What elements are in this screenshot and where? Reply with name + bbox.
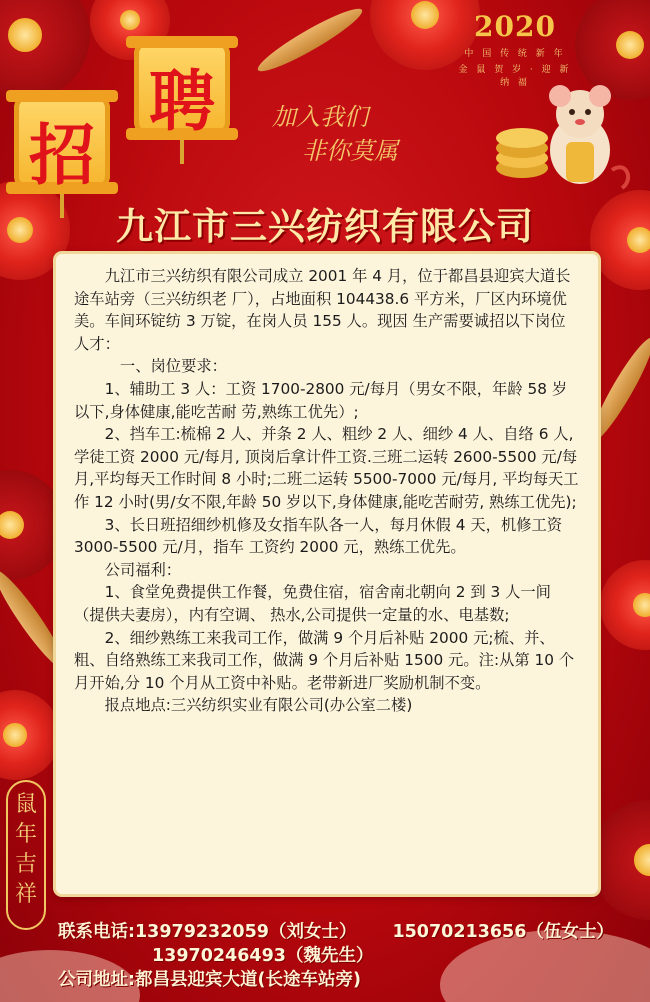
job-item-1: 1、辅助工 3 人：工资 1700-2800 元/每月（男女不限，年龄 58 岁以下,身体健康,能吃苦耐 劳,熟练工优先）; (74, 379, 568, 421)
slogan (272, 100, 462, 168)
phone-1: 13979232059（刘女士） (135, 922, 357, 942)
contact-phone-row-2 (58, 944, 614, 968)
lantern-char-pin: 聘 (149, 62, 215, 140)
slogan-line-2: 非你莫属 (302, 137, 398, 165)
flower-decoration (0, 0, 90, 100)
phone-label: 联系电话: (58, 922, 135, 942)
year-subline-1: 中 国 传 统 新 年 (464, 49, 566, 59)
rat-mascot-icon (492, 80, 642, 200)
report-location: 报点地点:三兴纺织实业有限公司(办公室二楼) (104, 696, 413, 715)
contact-address-row (58, 968, 614, 992)
contact-block (58, 920, 614, 992)
section-job-requirements: 一、岗位要求： (119, 357, 227, 376)
benefit-item-1: 1、食堂免费提供工作餐，免费住宿，宿舍南北朝向 2 到 3 人一间（提供夫妻房），内有空调、 热水,公司提供一定量的水、电基数; (74, 583, 551, 624)
year-subline-2: 金 鼠 贺 岁 · 迎 新 纳 福 (458, 65, 572, 88)
address-label: 公司地址: (58, 970, 135, 990)
company-title: 九江市三兴纺织有限公司 (116, 205, 534, 248)
lantern-char-zhao: 招 (29, 116, 95, 194)
address: 都昌县迎宾大道(长途车站旁) (135, 970, 361, 990)
slogan-line-1: 加入我们 (272, 103, 368, 131)
phone-3: 13970246493（魏先生） (152, 946, 374, 966)
side-badge: 鼠年吉祥 (6, 780, 46, 930)
flower-decoration (590, 800, 650, 920)
section-benefits: 公司福利： (104, 560, 182, 579)
job-item-3: 3、长日班招细纱机修及女指车队各一人，每月休假 4 天，机修工资 3000-5500 元/月，指车 工资约 2000 元，熟练工优先。 (74, 515, 563, 557)
year-badge (450, 10, 580, 88)
leaf-decoration (253, 1, 367, 78)
lantern-pin (134, 40, 230, 140)
body-text (56, 254, 598, 717)
job-item-2: 2、挡车工:梳棉 2 人、并条 2 人、粗纱 2 人、细纱 4 人、自络 6 人,学徒工资 2000 元/每月, 顶岗后拿计件工资.三班二运转 2600-5500 元/每月,平均每天工作时间 8 小时;二班二运转 5500-7000 元/每月, 平均每天工作 12 小时(男/女不限,年龄 50 岁以下,身体健康,能吃苦耐劳, 熟练工优先); (74, 425, 579, 511)
phone-2: 15070213656（伍女士） (392, 922, 614, 942)
intro-paragraph: 九江市三兴纺织有限公司成立 2001 年 4 月，位于都昌县迎宾大道长途车站旁（三兴纺织老 厂），占地面积 104438.6 平方米，厂区内环境优美。车间环锭纺 3 万锭，在岗人员 155 人。现因 生产需要诚招以下岗位人才： (74, 267, 571, 353)
year-number: 2020 (474, 10, 556, 43)
content-panel (56, 254, 598, 894)
benefit-item-2: 2、细纱熟练工来我司工作，做满 9 个月后补贴 2000 元;梳、并、粗、自络熟练工来我司工作，做满 9 个月后补贴 1500 元。注:从第 10 个月开始,分 10 个月从工资中补贴。老带新进厂奖励机制不变。 (74, 628, 575, 692)
lantern-zhao (14, 94, 110, 194)
flower-decoration (600, 560, 650, 650)
contact-phone-row (58, 920, 614, 944)
flower-decoration (0, 690, 60, 780)
